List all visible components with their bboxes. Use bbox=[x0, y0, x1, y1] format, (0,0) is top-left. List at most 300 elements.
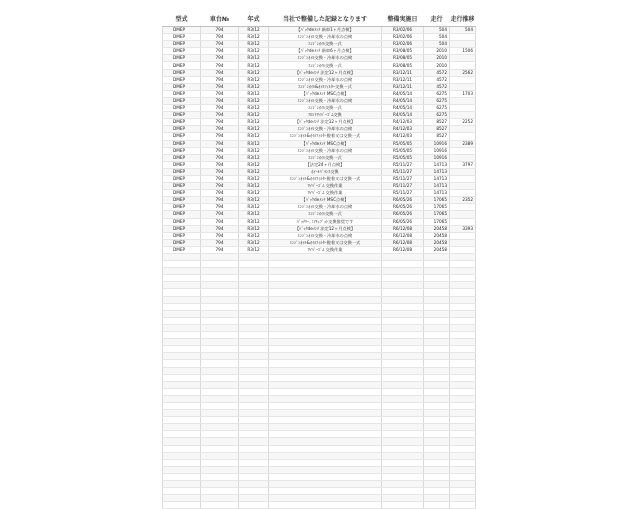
empty-cell bbox=[424, 282, 450, 289]
cell-delta: 3797 bbox=[450, 161, 476, 168]
empty-cell bbox=[424, 481, 450, 488]
empty-cell bbox=[163, 438, 201, 445]
empty-cell bbox=[450, 466, 476, 473]
empty-row bbox=[163, 381, 476, 388]
cell-year: R3/12 bbox=[239, 225, 269, 232]
empty-cell bbox=[450, 445, 476, 452]
cell-delta bbox=[450, 105, 476, 112]
empty-cell bbox=[239, 452, 269, 459]
cell-mileage: 2010 bbox=[424, 48, 450, 55]
cell-date: R5/11/27 bbox=[382, 190, 424, 197]
empty-cell bbox=[201, 459, 239, 466]
cell-year: R3/12 bbox=[239, 41, 269, 48]
empty-cell bbox=[163, 488, 201, 495]
cell-mileage: 20458 bbox=[424, 239, 450, 246]
cell-model: DMEP bbox=[163, 112, 201, 119]
empty-cell bbox=[269, 353, 382, 360]
empty-cell bbox=[382, 410, 424, 417]
cell-vehicle-no: 794 bbox=[201, 190, 239, 197]
cell-model: DMEP bbox=[163, 168, 201, 175]
cell-vehicle-no: 794 bbox=[201, 55, 239, 62]
cell-date: R6/05/26 bbox=[382, 211, 424, 218]
empty-row bbox=[163, 303, 476, 310]
empty-cell bbox=[269, 254, 382, 261]
cell-model: DMEP bbox=[163, 154, 201, 161]
cell-mileage: 17065 bbox=[424, 204, 450, 211]
cell-vehicle-no: 794 bbox=[201, 147, 239, 154]
empty-cell bbox=[163, 353, 201, 360]
empty-cell bbox=[239, 310, 269, 317]
table-row bbox=[163, 140, 476, 147]
empty-cell bbox=[450, 473, 476, 480]
empty-cell bbox=[201, 374, 239, 381]
table-row bbox=[163, 175, 476, 182]
cell-description: 【法定24ヶ月点検】 bbox=[269, 161, 382, 168]
cell-description: ﾌﾛﾝﾄﾜｲﾊﾟｰｺﾞﾑ交換 bbox=[269, 112, 382, 119]
cell-description: ﾜｲﾊﾟｰｺﾞﾑ 交換作業 bbox=[269, 183, 382, 190]
cell-year: R3/12 bbox=[239, 76, 269, 83]
empty-cell bbox=[269, 410, 382, 417]
empty-cell bbox=[424, 452, 450, 459]
empty-row bbox=[163, 495, 476, 502]
empty-cell bbox=[239, 502, 269, 509]
cell-mileage: 20458 bbox=[424, 225, 450, 232]
empty-cell bbox=[269, 268, 382, 275]
empty-cell bbox=[424, 374, 450, 381]
empty-row bbox=[163, 424, 476, 431]
cell-vehicle-no: 794 bbox=[201, 204, 239, 211]
empty-cell bbox=[201, 310, 239, 317]
empty-cell bbox=[163, 381, 201, 388]
cell-description: ｴﾝｼﾞﾝｵｲﾙ交換一式 bbox=[269, 62, 382, 69]
cell-description: 【ﾊﾟｯｸdeﾒﾝﾃ MSC点検】 bbox=[269, 197, 382, 204]
empty-cell bbox=[201, 452, 239, 459]
empty-cell bbox=[450, 275, 476, 282]
empty-cell bbox=[424, 303, 450, 310]
cell-description: 【ﾊﾟｯｸdeﾒﾝﾃ 法定12ヶ月点検】 bbox=[269, 69, 382, 76]
empty-cell bbox=[201, 324, 239, 331]
cell-description: ﾎｲｰﾙﾊﾞﾗﾝｽ交換 bbox=[269, 168, 382, 175]
empty-cell bbox=[382, 268, 424, 275]
cell-description: 【ﾊﾟｯｸdeﾒﾝﾃ 法定12ヶ月点検】 bbox=[269, 225, 382, 232]
empty-cell bbox=[424, 502, 450, 509]
empty-cell bbox=[269, 324, 382, 331]
cell-mileage: 20458 bbox=[424, 232, 450, 239]
empty-row bbox=[163, 488, 476, 495]
cell-delta: 1506 bbox=[450, 48, 476, 55]
header-row bbox=[163, 10, 476, 27]
empty-cell bbox=[269, 502, 382, 509]
cell-date: R6/12/08 bbox=[382, 225, 424, 232]
empty-cell bbox=[239, 317, 269, 324]
cell-delta bbox=[450, 190, 476, 197]
empty-cell bbox=[382, 452, 424, 459]
cell-date: R4/12/03 bbox=[382, 126, 424, 133]
col-header-delta: 走行推移 bbox=[450, 10, 476, 27]
table-row bbox=[163, 27, 476, 34]
table-row bbox=[163, 41, 476, 48]
empty-cell bbox=[163, 310, 201, 317]
empty-cell bbox=[239, 388, 269, 395]
empty-cell bbox=[201, 466, 239, 473]
cell-model: DMEP bbox=[163, 48, 201, 55]
empty-cell bbox=[239, 353, 269, 360]
cell-year: R3/12 bbox=[239, 239, 269, 246]
table-row bbox=[163, 105, 476, 112]
empty-cell bbox=[269, 346, 382, 353]
cell-date: R3/12/11 bbox=[382, 76, 424, 83]
empty-row bbox=[163, 466, 476, 473]
cell-vehicle-no: 794 bbox=[201, 27, 239, 34]
table-row bbox=[163, 147, 476, 154]
cell-description: ｴﾝｼﾞﾝｵｲﾙ交換・冷却水の点検 bbox=[269, 126, 382, 133]
empty-cell bbox=[239, 438, 269, 445]
empty-cell bbox=[239, 473, 269, 480]
empty-cell bbox=[424, 473, 450, 480]
cell-description: ｴﾝｼﾞﾝｵｲﾙ交換一式 bbox=[269, 41, 382, 48]
cell-model: DMEP bbox=[163, 140, 201, 147]
empty-cell bbox=[450, 332, 476, 339]
table-row bbox=[163, 232, 476, 239]
empty-cell bbox=[239, 424, 269, 431]
empty-row bbox=[163, 261, 476, 268]
empty-cell bbox=[239, 495, 269, 502]
table-row bbox=[163, 183, 476, 190]
empty-cell bbox=[450, 374, 476, 381]
empty-cell bbox=[163, 289, 201, 296]
cell-date: R6/05/26 bbox=[382, 204, 424, 211]
empty-cell bbox=[450, 424, 476, 431]
empty-cell bbox=[269, 303, 382, 310]
empty-cell bbox=[269, 481, 382, 488]
cell-date: R6/12/08 bbox=[382, 246, 424, 253]
empty-cell bbox=[163, 374, 201, 381]
cell-date: R6/05/26 bbox=[382, 197, 424, 204]
empty-cell bbox=[239, 261, 269, 268]
cell-description: 【ﾊﾟｯｸdeﾒﾝﾃ 新車1ヶ月点検】 bbox=[269, 27, 382, 34]
cell-year: R3/12 bbox=[239, 190, 269, 197]
empty-cell bbox=[450, 381, 476, 388]
empty-cell bbox=[201, 289, 239, 296]
empty-cell bbox=[269, 466, 382, 473]
empty-cell bbox=[239, 282, 269, 289]
empty-cell bbox=[424, 310, 450, 317]
cell-date: R5/05/05 bbox=[382, 147, 424, 154]
col-header-model: 型式 bbox=[163, 10, 201, 27]
table-row bbox=[163, 246, 476, 253]
empty-cell bbox=[201, 502, 239, 509]
empty-row bbox=[163, 367, 476, 374]
empty-cell bbox=[450, 346, 476, 353]
cell-vehicle-no: 794 bbox=[201, 168, 239, 175]
empty-row bbox=[163, 395, 476, 402]
empty-cell bbox=[450, 282, 476, 289]
empty-cell bbox=[424, 488, 450, 495]
empty-cell bbox=[450, 459, 476, 466]
empty-row bbox=[163, 324, 476, 331]
empty-cell bbox=[424, 431, 450, 438]
table-row bbox=[163, 55, 476, 62]
cell-delta bbox=[450, 154, 476, 161]
empty-cell bbox=[450, 339, 476, 346]
empty-cell bbox=[450, 296, 476, 303]
cell-year: R3/12 bbox=[239, 112, 269, 119]
cell-model: DMEP bbox=[163, 204, 201, 211]
table-row bbox=[163, 83, 476, 90]
empty-cell bbox=[201, 360, 239, 367]
table-row bbox=[163, 69, 476, 76]
empty-cell bbox=[424, 324, 450, 331]
empty-cell bbox=[269, 473, 382, 480]
empty-row bbox=[163, 282, 476, 289]
empty-cell bbox=[450, 395, 476, 402]
cell-delta bbox=[450, 55, 476, 62]
cell-year: R3/12 bbox=[239, 218, 269, 225]
cell-model: DMEP bbox=[163, 246, 201, 253]
cell-mileage: 8527 bbox=[424, 133, 450, 140]
cell-year: R3/12 bbox=[239, 147, 269, 154]
empty-cell bbox=[450, 388, 476, 395]
empty-cell bbox=[239, 254, 269, 261]
empty-cell bbox=[269, 296, 382, 303]
cell-year: R3/12 bbox=[239, 55, 269, 62]
empty-cell bbox=[239, 417, 269, 424]
empty-cell bbox=[269, 332, 382, 339]
empty-cell bbox=[424, 360, 450, 367]
empty-cell bbox=[239, 395, 269, 402]
empty-cell bbox=[163, 268, 201, 275]
empty-cell bbox=[163, 339, 201, 346]
empty-cell bbox=[163, 459, 201, 466]
cell-year: R3/12 bbox=[239, 204, 269, 211]
cell-vehicle-no: 794 bbox=[201, 232, 239, 239]
cell-mileage: 14713 bbox=[424, 190, 450, 197]
cell-model: DMEP bbox=[163, 147, 201, 154]
cell-year: R3/12 bbox=[239, 69, 269, 76]
cell-description: ｴﾝｼﾞﾝｵｲﾙ交換一式 bbox=[269, 105, 382, 112]
empty-cell bbox=[382, 459, 424, 466]
empty-cell bbox=[424, 445, 450, 452]
table-row bbox=[163, 197, 476, 204]
empty-cell bbox=[450, 488, 476, 495]
empty-cell bbox=[382, 374, 424, 381]
empty-cell bbox=[163, 431, 201, 438]
empty-row bbox=[163, 289, 476, 296]
empty-row bbox=[163, 402, 476, 409]
cell-year: R3/12 bbox=[239, 211, 269, 218]
empty-row bbox=[163, 339, 476, 346]
cell-year: R3/12 bbox=[239, 27, 269, 34]
empty-cell bbox=[424, 268, 450, 275]
empty-cell bbox=[424, 395, 450, 402]
cell-year: R3/12 bbox=[239, 197, 269, 204]
cell-date: R4/12/03 bbox=[382, 119, 424, 126]
cell-model: DMEP bbox=[163, 90, 201, 97]
empty-cell bbox=[382, 424, 424, 431]
cell-model: DMEP bbox=[163, 83, 201, 90]
empty-row bbox=[163, 353, 476, 360]
cell-description: ｴﾝｼﾞﾝｵｲﾙ交換・冷却水の点検 bbox=[269, 147, 382, 154]
empty-cell bbox=[239, 332, 269, 339]
empty-cell bbox=[450, 452, 476, 459]
empty-cell bbox=[163, 261, 201, 268]
cell-year: R3/12 bbox=[239, 48, 269, 55]
empty-cell bbox=[382, 388, 424, 395]
cell-model: DMEP bbox=[163, 232, 201, 239]
cell-year: R3/12 bbox=[239, 105, 269, 112]
table-row bbox=[163, 168, 476, 175]
cell-model: DMEP bbox=[163, 218, 201, 225]
cell-delta bbox=[450, 239, 476, 246]
empty-cell bbox=[269, 367, 382, 374]
cell-delta bbox=[450, 147, 476, 154]
empty-cell bbox=[163, 466, 201, 473]
empty-cell bbox=[269, 417, 382, 424]
cell-mileage: 14713 bbox=[424, 161, 450, 168]
cell-mileage: 10916 bbox=[424, 154, 450, 161]
cell-mileage: 8527 bbox=[424, 119, 450, 126]
empty-cell bbox=[382, 324, 424, 331]
empty-cell bbox=[382, 353, 424, 360]
empty-cell bbox=[382, 282, 424, 289]
col-header-date: 整備実施日 bbox=[382, 10, 424, 27]
cell-delta: 2252 bbox=[450, 119, 476, 126]
cell-mileage: 4572 bbox=[424, 83, 450, 90]
empty-cell bbox=[382, 431, 424, 438]
cell-mileage: 20458 bbox=[424, 246, 450, 253]
empty-row bbox=[163, 374, 476, 381]
cell-description: ﾜｲﾊﾟｰｺﾞﾑ 交換作業 bbox=[269, 246, 382, 253]
cell-mileage: 504 bbox=[424, 27, 450, 34]
cell-delta bbox=[450, 218, 476, 225]
cell-mileage: 4572 bbox=[424, 69, 450, 76]
empty-cell bbox=[163, 481, 201, 488]
empty-cell bbox=[163, 395, 201, 402]
empty-row bbox=[163, 346, 476, 353]
cell-description: ｴﾝｼﾞﾝｵｲﾙ&ｵｲﾙﾌｨﾙﾀｰ脱着又は交換一式 bbox=[269, 133, 382, 140]
empty-cell bbox=[269, 275, 382, 282]
empty-cell bbox=[201, 445, 239, 452]
empty-row bbox=[163, 254, 476, 261]
empty-cell bbox=[239, 303, 269, 310]
table-row bbox=[163, 126, 476, 133]
cell-delta bbox=[450, 112, 476, 119]
empty-row bbox=[163, 268, 476, 275]
cell-date: R4/05/14 bbox=[382, 97, 424, 104]
empty-cell bbox=[382, 402, 424, 409]
empty-cell bbox=[450, 353, 476, 360]
cell-model: DMEP bbox=[163, 27, 201, 34]
cell-date: R6/12/08 bbox=[382, 232, 424, 239]
cell-year: R3/12 bbox=[239, 62, 269, 69]
empty-cell bbox=[269, 431, 382, 438]
cell-description: ﾊﾞｯﾃﾘｰ､ﾐｱﾁｭﾌﾞｯﾄ交換推奨です bbox=[269, 218, 382, 225]
empty-cell bbox=[201, 254, 239, 261]
cell-mileage: 10916 bbox=[424, 140, 450, 147]
table-row bbox=[163, 76, 476, 83]
empty-cell bbox=[450, 268, 476, 275]
empty-cell bbox=[382, 481, 424, 488]
empty-cell bbox=[239, 289, 269, 296]
cell-description: ｴﾝｼﾞﾝｵｲﾙ交換・冷却水の点検 bbox=[269, 204, 382, 211]
table-row bbox=[163, 90, 476, 97]
cell-mileage: 6275 bbox=[424, 97, 450, 104]
cell-vehicle-no: 794 bbox=[201, 62, 239, 69]
cell-description: ｴﾝｼﾞﾝｵｲﾙ&ｵｲﾙﾌｨﾙﾀｰ脱着又は交換一式 bbox=[269, 175, 382, 182]
cell-mileage: 6275 bbox=[424, 105, 450, 112]
empty-cell bbox=[163, 410, 201, 417]
empty-cell bbox=[450, 289, 476, 296]
cell-date: R5/11/27 bbox=[382, 161, 424, 168]
maintenance-record-sheet bbox=[162, 10, 475, 509]
empty-cell bbox=[424, 339, 450, 346]
empty-cell bbox=[239, 466, 269, 473]
cell-delta bbox=[450, 76, 476, 83]
empty-cell bbox=[239, 431, 269, 438]
empty-cell bbox=[201, 481, 239, 488]
empty-cell bbox=[163, 324, 201, 331]
empty-cell bbox=[201, 488, 239, 495]
cell-model: DMEP bbox=[163, 105, 201, 112]
empty-cell bbox=[382, 254, 424, 261]
cell-date: R3/02/06 bbox=[382, 34, 424, 41]
empty-cell bbox=[382, 395, 424, 402]
empty-cell bbox=[239, 410, 269, 417]
cell-year: R3/12 bbox=[239, 183, 269, 190]
table-row bbox=[163, 211, 476, 218]
cell-date: R4/05/14 bbox=[382, 105, 424, 112]
empty-cell bbox=[201, 296, 239, 303]
cell-model: DMEP bbox=[163, 55, 201, 62]
empty-cell bbox=[201, 410, 239, 417]
empty-cell bbox=[239, 445, 269, 452]
table-row bbox=[163, 133, 476, 140]
empty-cell bbox=[450, 324, 476, 331]
empty-cell bbox=[201, 353, 239, 360]
empty-cell bbox=[239, 339, 269, 346]
empty-cell bbox=[424, 317, 450, 324]
cell-description: ｴﾝｼﾞﾝｵｲﾙ交換・冷却水の点検 bbox=[269, 97, 382, 104]
empty-cell bbox=[163, 296, 201, 303]
empty-cell bbox=[450, 431, 476, 438]
empty-cell bbox=[382, 317, 424, 324]
empty-row bbox=[163, 310, 476, 317]
cell-delta bbox=[450, 204, 476, 211]
cell-delta bbox=[450, 83, 476, 90]
cell-model: DMEP bbox=[163, 34, 201, 41]
empty-row bbox=[163, 438, 476, 445]
cell-vehicle-no: 794 bbox=[201, 112, 239, 119]
cell-delta bbox=[450, 133, 476, 140]
cell-description: ｴﾝｼﾞﾝｵｲﾙ&ｵｲﾙﾌｨﾙﾀｰ脱着又は交換一式 bbox=[269, 239, 382, 246]
cell-vehicle-no: 794 bbox=[201, 126, 239, 133]
empty-cell bbox=[239, 268, 269, 275]
empty-cell bbox=[163, 424, 201, 431]
empty-cell bbox=[424, 275, 450, 282]
empty-cell bbox=[382, 275, 424, 282]
cell-vehicle-no: 794 bbox=[201, 239, 239, 246]
cell-vehicle-no: 794 bbox=[201, 140, 239, 147]
empty-cell bbox=[163, 346, 201, 353]
empty-cell bbox=[269, 395, 382, 402]
cell-year: R3/12 bbox=[239, 161, 269, 168]
empty-cell bbox=[269, 360, 382, 367]
cell-delta bbox=[450, 62, 476, 69]
empty-cell bbox=[163, 473, 201, 480]
empty-cell bbox=[269, 388, 382, 395]
empty-cell bbox=[201, 424, 239, 431]
cell-model: DMEP bbox=[163, 41, 201, 48]
